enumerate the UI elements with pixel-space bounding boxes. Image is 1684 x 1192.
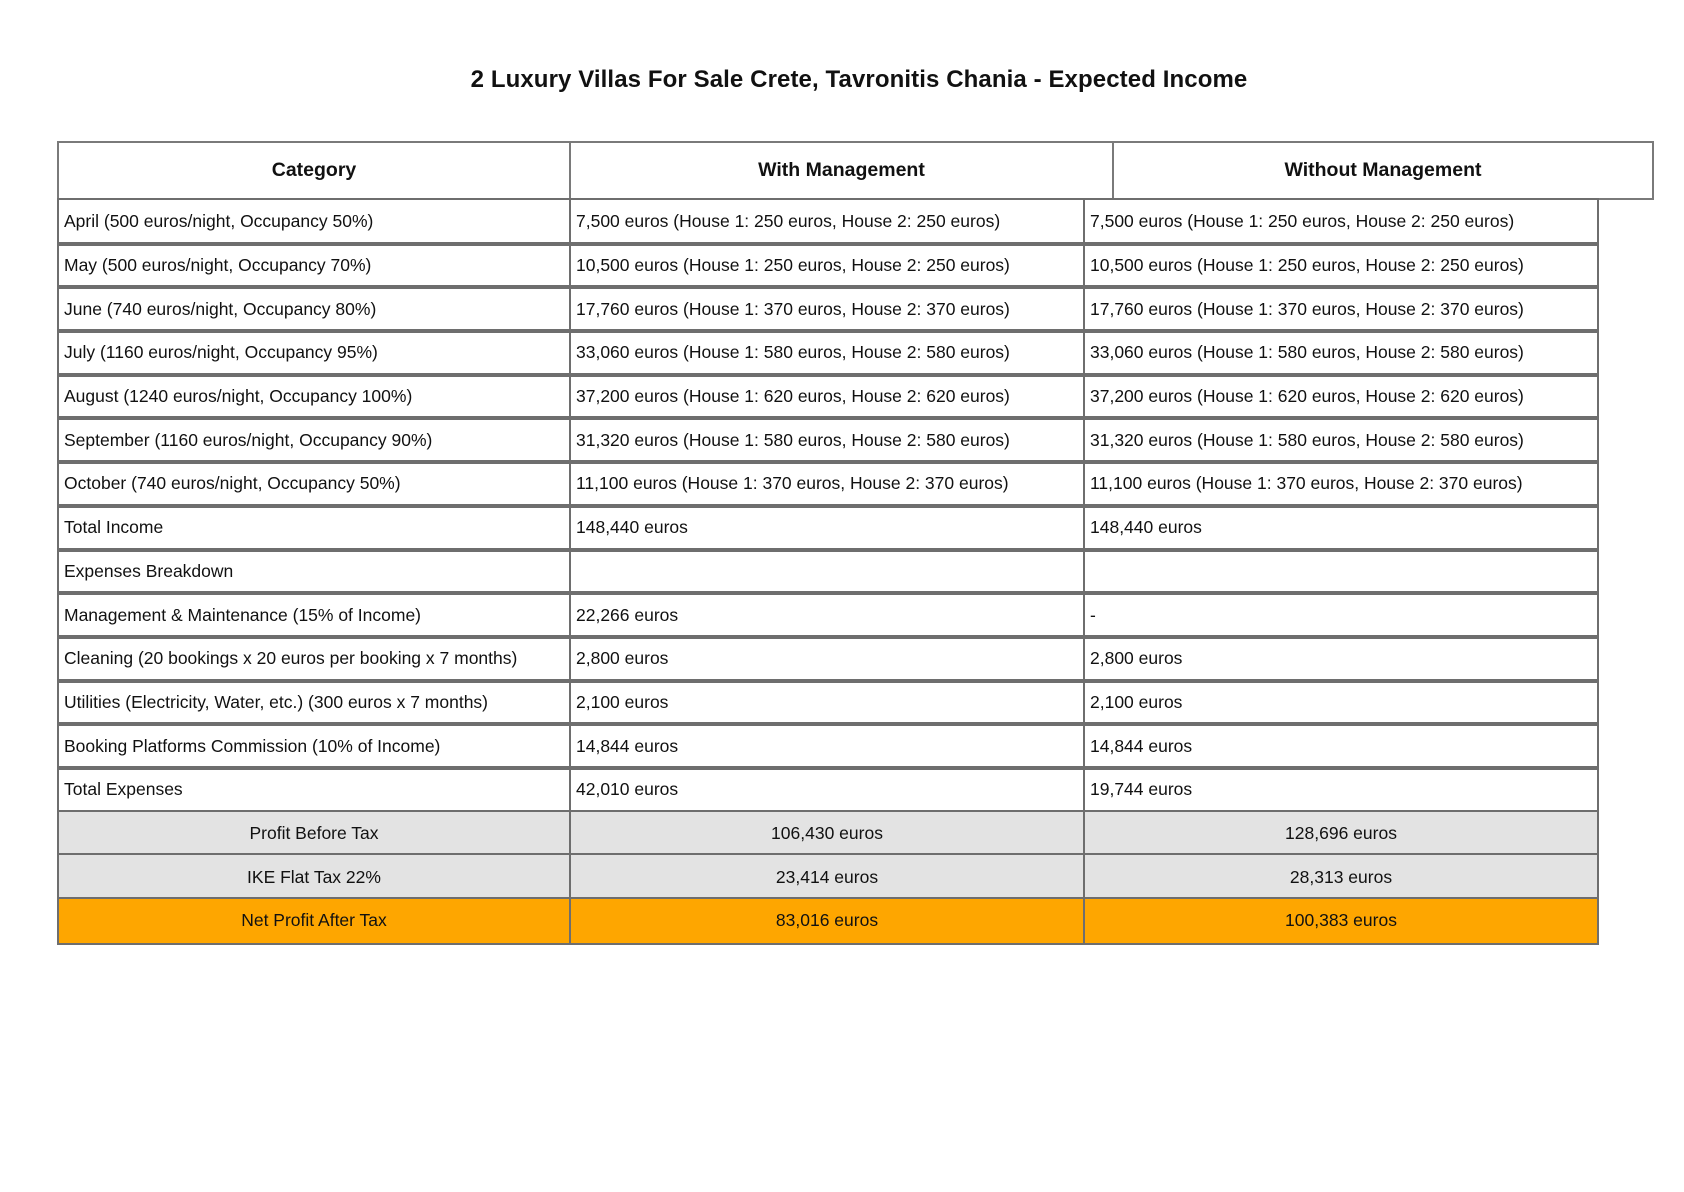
table-row	[57, 242, 1654, 288]
category-cell: July (1160 euros/night, Occupancy 95%)	[57, 329, 571, 377]
category-cell: August (1240 euros/night, Occupancy 100%)	[57, 373, 571, 421]
table-row	[57, 548, 1654, 594]
with-management-cell: 2,800 euros	[569, 635, 1085, 683]
without-management-cell: 7,500 euros (House 1: 250 euros, House 2: 250 euros)	[1083, 198, 1599, 246]
without-management-cell: 11,100 euros (House 1: 370 euros, House 2: 370 euros)	[1083, 460, 1599, 508]
without-management-cell: 37,200 euros (House 1: 620 euros, House 2: 620 euros)	[1083, 373, 1599, 421]
without-management-cell: 19,744 euros	[1083, 766, 1599, 814]
table-row	[57, 722, 1654, 768]
with-management-cell: 22,266 euros	[569, 591, 1085, 639]
with-management-cell: 23,414 euros	[569, 853, 1085, 901]
table-row	[57, 591, 1654, 637]
table-row	[57, 504, 1654, 550]
table-row	[57, 460, 1654, 506]
category-cell: June (740 euros/night, Occupancy 80%)	[57, 285, 571, 333]
table-row	[57, 198, 1654, 244]
category-cell: Cleaning (20 bookings x 20 euros per booking x 7 months)	[57, 635, 571, 683]
with-management-cell: 42,010 euros	[569, 766, 1085, 814]
with-management-cell: 83,016 euros	[569, 897, 1085, 945]
without-management-cell: 148,440 euros	[1083, 504, 1599, 552]
without-management-cell: 28,313 euros	[1083, 853, 1599, 901]
without-management-cell: 128,696 euros	[1083, 810, 1599, 858]
column-header-without-management: Without Management	[1112, 141, 1654, 200]
category-cell: September (1160 euros/night, Occupancy 90%)	[57, 416, 571, 464]
table-row	[57, 373, 1654, 419]
with-management-cell: 148,440 euros	[569, 504, 1085, 552]
category-cell: IKE Flat Tax 22%	[57, 853, 571, 901]
without-management-cell: 2,800 euros	[1083, 635, 1599, 683]
without-management-cell: 2,100 euros	[1083, 679, 1599, 727]
category-cell: Net Profit After Tax	[57, 897, 571, 945]
without-management-cell: 10,500 euros (House 1: 250 euros, House 2: 250 euros)	[1083, 242, 1599, 290]
category-cell: April (500 euros/night, Occupancy 50%)	[57, 198, 571, 246]
column-header-with-management: With Management	[569, 141, 1114, 200]
category-cell: Profit Before Tax	[57, 810, 571, 858]
without-management-cell: 14,844 euros	[1083, 722, 1599, 770]
table-row	[57, 416, 1654, 462]
profit-before-tax-row	[57, 810, 1654, 856]
category-cell: Booking Platforms Commission (10% of Income)	[57, 722, 571, 770]
without-management-cell: -	[1083, 591, 1599, 639]
table-row	[57, 679, 1654, 725]
without-management-cell: 100,383 euros	[1083, 897, 1599, 945]
with-management-cell	[569, 548, 1085, 596]
without-management-cell: 31,320 euros (House 1: 580 euros, House 2: 580 euros)	[1083, 416, 1599, 464]
table-row	[57, 635, 1654, 681]
category-cell: October (740 euros/night, Occupancy 50%)	[57, 460, 571, 508]
category-cell: Total Income	[57, 504, 571, 552]
net-profit-row	[57, 897, 1654, 943]
with-management-cell: 14,844 euros	[569, 722, 1085, 770]
category-cell: Utilities (Electricity, Water, etc.) (300 euros x 7 months)	[57, 679, 571, 727]
category-cell: Expenses Breakdown	[57, 548, 571, 596]
category-cell: Total Expenses	[57, 766, 571, 814]
income-table	[57, 141, 1654, 943]
with-management-cell: 33,060 euros (House 1: 580 euros, House 2: 580 euros)	[569, 329, 1085, 377]
with-management-cell: 11,100 euros (House 1: 370 euros, House 2: 370 euros)	[569, 460, 1085, 508]
table-row	[57, 285, 1654, 331]
with-management-cell: 17,760 euros (House 1: 370 euros, House 2: 370 euros)	[569, 285, 1085, 333]
with-management-cell: 10,500 euros (House 1: 250 euros, House 2: 250 euros)	[569, 242, 1085, 290]
with-management-cell: 31,320 euros (House 1: 580 euros, House 2: 580 euros)	[569, 416, 1085, 464]
without-management-cell: 33,060 euros (House 1: 580 euros, House 2: 580 euros)	[1083, 329, 1599, 377]
table-row	[57, 329, 1654, 375]
with-management-cell: 106,430 euros	[569, 810, 1085, 858]
table-row	[57, 766, 1654, 812]
table-header-row	[57, 141, 1654, 200]
page-title: 2 Luxury Villas For Sale Crete, Tavronitis Chania - Expected Income	[470, 66, 1248, 93]
without-management-cell	[1083, 548, 1599, 596]
with-management-cell: 7,500 euros (House 1: 250 euros, House 2: 250 euros)	[569, 198, 1085, 246]
column-header-category: Category	[57, 141, 571, 200]
with-management-cell: 37,200 euros (House 1: 620 euros, House 2: 620 euros)	[569, 373, 1085, 421]
category-cell: May (500 euros/night, Occupancy 70%)	[57, 242, 571, 290]
with-management-cell: 2,100 euros	[569, 679, 1085, 727]
category-cell: Management & Maintenance (15% of Income)	[57, 591, 571, 639]
without-management-cell: 17,760 euros (House 1: 370 euros, House 2: 370 euros)	[1083, 285, 1599, 333]
flat-tax-row	[57, 853, 1654, 899]
